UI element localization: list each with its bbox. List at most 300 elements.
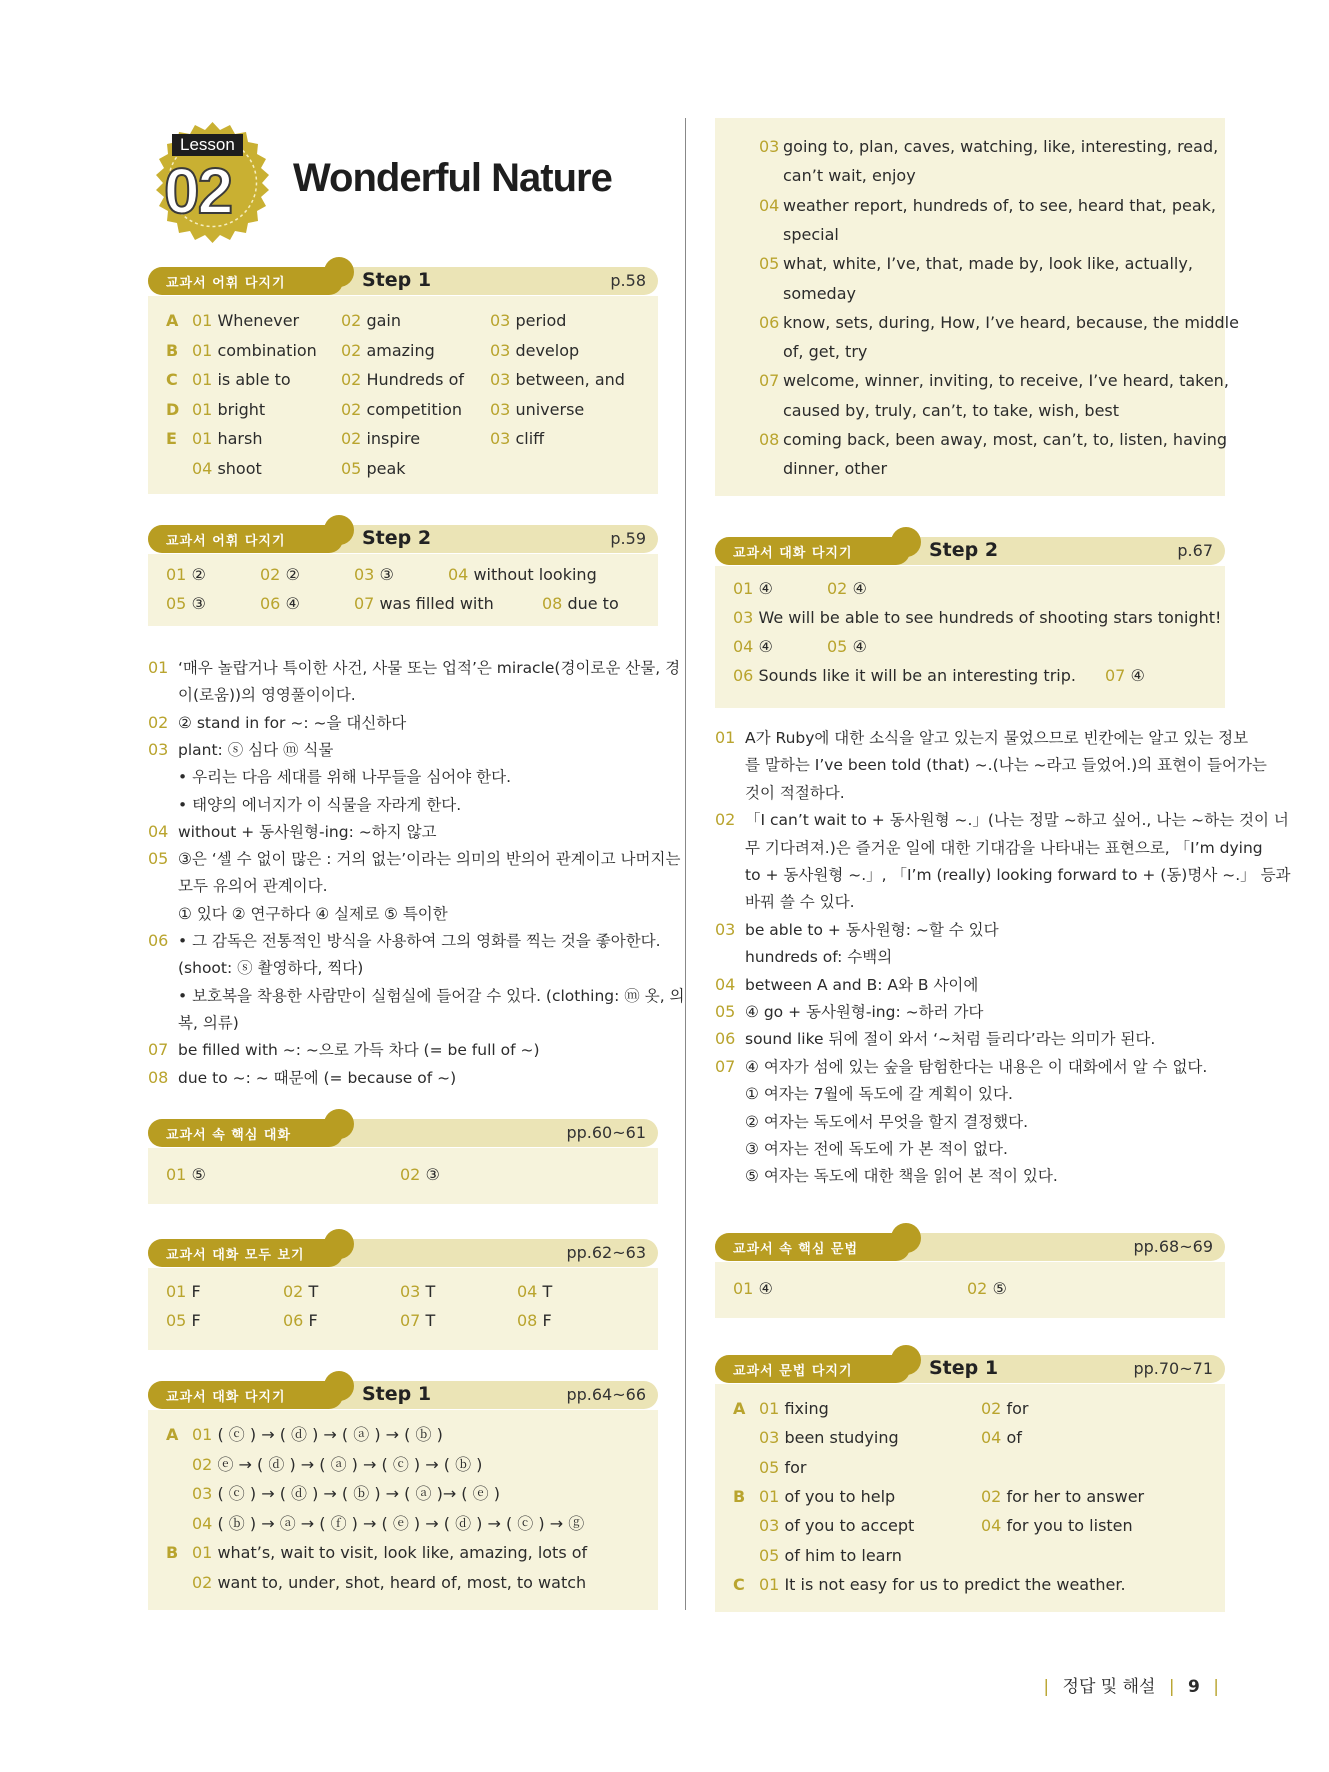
answer-item	[260, 564, 300, 586]
explanation-line: ① 여자는 7월에 독도에 갈 계획이 있다.	[745, 1085, 1013, 1104]
answer-item	[192, 310, 299, 332]
all-dialog-header	[148, 1236, 658, 1270]
answer-item	[192, 340, 317, 362]
page-ref: p.59	[610, 529, 646, 548]
explanation-line: 무 기다려져.)은 즐거운 일에 대한 기대감을 나타내는 표현으로, 「I’m dying	[745, 838, 1263, 857]
item-number: 04	[192, 458, 213, 478]
item-answer: universe	[515, 399, 585, 419]
item-number: 07	[400, 1311, 421, 1330]
item-answer: of you to help	[784, 1486, 896, 1506]
item-answer: for	[784, 1457, 807, 1477]
explanation-line: • 우리는 다음 세대를 위해 나무들을 심어야 한다.	[178, 768, 512, 787]
item-number: 01	[166, 565, 187, 584]
page-ref: pp.60~61	[566, 1123, 646, 1142]
item-number: 05	[759, 1545, 780, 1565]
item-number: 03	[354, 565, 375, 584]
item-answer: fixing	[784, 1399, 829, 1418]
item-number: 01	[759, 1574, 780, 1594]
explanation-number: 01	[715, 728, 736, 747]
answer-item	[283, 1310, 318, 1332]
section-badge: 교과서 대화 모두 보기	[166, 1248, 305, 1263]
answer-line	[192, 1424, 443, 1446]
item-number: 07	[1105, 666, 1126, 685]
item-answer: of you to accept	[784, 1516, 915, 1536]
section-badge: 교과서 어휘 다지기	[166, 276, 286, 291]
item-number: 02	[981, 1486, 1002, 1506]
section-badge: 교과서 대화 다지기	[166, 1390, 286, 1405]
explanation-line: be filled with ~: ~으로 가득 차다 (= be full of ~)	[178, 1041, 540, 1060]
answer-item	[981, 1427, 1022, 1449]
step-label: Step 1	[362, 269, 432, 291]
answer-item	[759, 1574, 1126, 1596]
item-number: 04	[733, 637, 754, 656]
lesson-title: Wonderful Nature	[293, 156, 612, 200]
answer-item	[759, 1486, 895, 1508]
item-number: 01	[759, 1486, 780, 1506]
explanation-line: 바꿔 쓸 수 있다.	[745, 893, 855, 912]
item-answer: F	[191, 1282, 201, 1301]
answer-item	[192, 428, 262, 450]
item-answer: ( ⓑ ) → ⓐ → ( ⓕ ) → ( ⓔ ) → ( ⓓ ) → ( ⓒ ) → ⓖ	[217, 1513, 585, 1533]
answer-line: of, get, try	[783, 342, 868, 362]
item-number: 02	[192, 1572, 213, 1592]
answer-item	[341, 369, 464, 391]
answer-item	[354, 564, 394, 586]
explanation-number: 08	[148, 1067, 169, 1087]
item-number: 06	[260, 594, 281, 613]
item-answer: for you to listen	[1006, 1516, 1133, 1536]
answer-line: special	[783, 224, 839, 244]
answer-item	[341, 310, 401, 332]
item-answer: of	[1006, 1428, 1022, 1448]
item-number: 03	[490, 429, 511, 448]
item-answer: ④	[285, 594, 300, 613]
answer-item	[542, 593, 619, 615]
page-number: 9	[1188, 1677, 1200, 1697]
item-answer: We will be able to see hundreds of shooting stars tonight!	[758, 608, 1222, 627]
item-answer: ④	[758, 579, 773, 598]
explanation-line: ② stand in for ~: ~을 대신하다	[178, 713, 407, 732]
answer-item	[448, 564, 597, 586]
item-number: 02	[341, 429, 362, 448]
page-ref: p.58	[610, 271, 646, 290]
item-number: 06	[283, 1311, 304, 1330]
item-number: 02	[967, 1279, 988, 1298]
dialog-step1-continued-box	[715, 118, 1239, 496]
answer-item	[354, 593, 494, 615]
item-answer: bright	[217, 399, 266, 419]
page-ref: pp.70~71	[1133, 1359, 1213, 1378]
page-ref: pp.68~69	[1133, 1237, 1213, 1256]
item-number: 04	[981, 1428, 1002, 1448]
explanation-number: 04	[715, 974, 736, 994]
core-grammar-box	[715, 1262, 1225, 1318]
explanation-number: 03	[715, 919, 736, 939]
item-answer: ②	[191, 565, 206, 584]
answer-item	[517, 1310, 552, 1332]
section-letter: B	[733, 1486, 746, 1506]
item-answer: ④	[852, 637, 867, 656]
item-number: 02	[283, 1282, 304, 1301]
all-dialog-box	[148, 1268, 658, 1350]
answer-item	[759, 1457, 806, 1479]
dialog-step2-box	[715, 566, 1225, 708]
item-number: 03	[490, 399, 511, 419]
item-answer: T	[308, 1282, 319, 1301]
answer-item	[166, 1164, 206, 1186]
section-letter: E	[166, 429, 177, 448]
item-number: 01	[733, 579, 754, 598]
item-number: 01	[192, 1543, 213, 1562]
explanation-number: 07	[148, 1040, 169, 1060]
explanation-line: 를 말하는 I’ve been told (that) ~.(나는 ~라고 들었어.)의 표현이 들어가는	[745, 756, 1267, 775]
item-answer: combination	[217, 340, 317, 360]
answer-item	[166, 564, 206, 586]
explanation-line: ③ 여자는 전에 독도에 가 본 적이 없다.	[745, 1140, 1008, 1158]
answer-item	[733, 636, 773, 658]
item-answer: ( ⓒ ) → ( ⓓ ) → ( ⓐ ) → ( ⓑ )	[217, 1425, 443, 1444]
explanation-line: ⑤ 여자는 독도에 대한 책을 읽어 본 적이 있다.	[745, 1167, 1058, 1186]
item-number: 03	[192, 1484, 213, 1503]
item-answer: It is not easy for us to predict the weather.	[784, 1574, 1126, 1594]
core-dialog-box	[148, 1148, 658, 1204]
page-ref: p.67	[1177, 541, 1213, 560]
answer-item	[490, 428, 544, 450]
item-number: 05	[166, 594, 187, 613]
item-answer: ( ⓒ ) → ( ⓓ ) → ( ⓑ ) → ( ⓐ )→ ( ⓔ )	[217, 1484, 500, 1503]
vocab-step2-header	[148, 522, 658, 556]
answer-item	[166, 1281, 201, 1303]
step-label: Step 2	[929, 539, 999, 561]
dialog-step1-header	[148, 1378, 658, 1412]
answer-item	[341, 399, 462, 421]
item-number: 02	[341, 399, 362, 419]
answer-item	[759, 1398, 829, 1420]
answer-item	[166, 1310, 201, 1332]
grammar-step1-header	[715, 1352, 1225, 1386]
section-letter: A	[166, 311, 179, 330]
item-answer: due to	[567, 594, 619, 613]
item-answer: ④	[852, 579, 867, 598]
explanation-line: • 태양의 에너지가 이 식물을 자라게 한다.	[178, 795, 462, 814]
item-answer: Whenever	[217, 311, 300, 330]
answer-item	[490, 310, 566, 332]
item-answer: is able to	[217, 370, 291, 389]
item-number: 07	[354, 594, 375, 613]
section-badge: 교과서 속 핵심 문법	[733, 1242, 859, 1257]
item-number: 07	[759, 371, 780, 391]
answer-item	[341, 428, 420, 450]
item-answer: what’s, wait to visit, look like, amazing, lots of	[217, 1543, 588, 1562]
item-number: 05	[759, 254, 780, 274]
explanation-number: 01	[148, 658, 169, 677]
step-label: Step 2	[362, 527, 432, 549]
section-badge: 교과서 어휘 다지기	[166, 534, 286, 549]
item-answer: amazing	[366, 340, 435, 360]
answer-item	[517, 1281, 552, 1303]
item-answer: want to, under, shot, heard of, most, to watch	[217, 1572, 587, 1592]
item-answer: ③	[191, 594, 206, 613]
explanation-line: • 그 감독은 전통적인 방식을 사용하여 그의 영화를 찍는 것을 좋아한다.	[178, 932, 661, 950]
item-number: 04	[448, 565, 469, 584]
item-number: 05	[166, 1311, 187, 1330]
step-label: Step 1	[929, 1357, 999, 1379]
item-number: 03	[490, 311, 511, 330]
answer-line: dinner, other	[783, 459, 888, 479]
explanation-line: ② 여자는 독도에서 무엇을 할지 결정했다.	[745, 1112, 1029, 1131]
item-number: 04	[192, 1513, 213, 1533]
lesson-label: Lesson	[172, 134, 243, 156]
item-answer: inspire	[366, 429, 421, 448]
item-number: 03	[759, 1428, 780, 1448]
item-answer: between, and	[515, 370, 625, 389]
item-answer: develop	[515, 340, 580, 360]
item-number: 04	[981, 1516, 1002, 1536]
answer-item	[733, 1278, 773, 1300]
section-badge: 교과서 문법 다지기	[733, 1364, 853, 1379]
answer-item	[733, 607, 1221, 629]
answer-line: caused by, truly, can’t, to take, wish, best	[783, 400, 1120, 420]
vocab-explanations	[148, 657, 685, 1097]
explanation-line: 이(로움))의 영영풀이이다.	[178, 686, 356, 705]
answer-item	[341, 458, 406, 480]
answer-item	[192, 458, 262, 480]
answer-item	[733, 665, 1076, 687]
item-answer: ②	[285, 565, 300, 584]
item-number: 01	[166, 1282, 187, 1301]
item-number: 05	[341, 458, 362, 478]
answer-item	[166, 593, 206, 615]
section-letter: A	[733, 1399, 746, 1418]
item-answer: for her to answer	[1006, 1486, 1145, 1506]
item-number: 08	[542, 594, 563, 613]
explanation-line: without + 동사원형-ing: ~하지 않고	[178, 822, 437, 841]
item-number: 03	[733, 608, 754, 627]
explanation-number: 02	[148, 712, 169, 732]
explanation-line: 「I can’t wait to + 동사원형 ~.」(나는 정말 ~하고 싶어., 나는 ~하는 것이 너	[745, 811, 1289, 830]
item-answer: F	[542, 1311, 552, 1330]
answer-item	[759, 1545, 902, 1567]
answer-line: can’t wait, enjoy	[783, 166, 916, 186]
vocab-step1-header	[148, 264, 658, 298]
explanation-line: between A and B: A와 B 사이에	[745, 975, 979, 994]
answer-item	[759, 1515, 914, 1537]
dialog-step1-box	[148, 1410, 658, 1610]
item-number: 01	[192, 429, 213, 448]
lesson-number: 02	[164, 155, 232, 227]
explanation-line: ‘매우 놀랍거나 특이한 사건, 사물 또는 업적’은 miracle(경이로운 산물, 경	[178, 659, 681, 677]
item-number: 01	[192, 399, 213, 419]
item-number: 01	[192, 311, 213, 330]
explanation-number: 07	[715, 1056, 736, 1076]
vocab-step2-box	[148, 554, 658, 626]
answer-line	[192, 1542, 587, 1564]
item-number: 03	[400, 1282, 421, 1301]
item-number: 03	[759, 137, 780, 156]
item-number: 08	[517, 1311, 538, 1330]
answer-line: what, white, I’ve, that, made by, look like, actually,	[783, 254, 1193, 274]
item-answer: F	[308, 1311, 318, 1330]
explanation-line: (shoot: ⓢ 촬영하다, 찍다)	[178, 959, 364, 978]
section-letter: B	[166, 1543, 179, 1562]
item-answer: of him to learn	[784, 1545, 902, 1565]
section-letter: A	[166, 1425, 179, 1444]
explanation-line: 모두 유의어 관계이다.	[178, 877, 328, 896]
answer-item	[490, 369, 625, 391]
explanation-number: 02	[715, 810, 736, 830]
explanation-line: A가 Ruby에 대한 소식을 알고 있는지 물었으므로 빈칸에는 알고 있는 정보	[745, 729, 1249, 747]
item-answer: T	[542, 1282, 553, 1301]
item-answer: cliff	[515, 429, 545, 448]
item-number: 06	[733, 666, 754, 685]
footer-label: 정답 및 해설	[1062, 1677, 1156, 1697]
explanation-line: 복, 의류)	[178, 1013, 239, 1032]
answer-item	[1105, 665, 1145, 687]
answer-item	[827, 636, 867, 658]
item-number: 01	[192, 370, 213, 389]
item-answer: ⓔ → ( ⓓ ) → ( ⓐ ) → ( ⓒ ) → ( ⓑ )	[217, 1454, 483, 1474]
item-number: 02	[341, 311, 362, 330]
answer-item	[400, 1310, 435, 1332]
section-letter: B	[166, 340, 179, 360]
explanation-line: ④ go + 동사원형-ing: ~하러 가다	[745, 1003, 984, 1021]
answer-line	[192, 1513, 584, 1535]
item-number: 05	[759, 1457, 780, 1477]
answer-line: welcome, winner, inviting, to receive, I’ve heard, taken,	[783, 371, 1229, 391]
item-answer: ③	[425, 1165, 440, 1184]
section-letter: C	[166, 370, 178, 389]
item-answer: Hundreds of	[366, 370, 464, 389]
item-number: 03	[490, 340, 511, 360]
answer-item	[981, 1515, 1133, 1537]
item-number: 01	[192, 340, 213, 360]
item-number: 01	[166, 1165, 187, 1184]
section-badge: 교과서 대화 다지기	[733, 546, 853, 561]
answer-item	[400, 1164, 440, 1186]
explanation-line: ④ 여자가 섬에 있는 숲을 탐험한다는 내용은 이 대화에서 알 수 없다.	[745, 1057, 1208, 1076]
item-answer: F	[191, 1311, 201, 1330]
item-answer: ④	[758, 1279, 773, 1298]
item-number: 02	[260, 565, 281, 584]
explanation-number: 05	[715, 1002, 736, 1021]
item-answer: ③	[379, 565, 394, 584]
item-number: 02	[341, 340, 362, 360]
explanation-number: 06	[148, 931, 169, 950]
item-answer: ④	[1130, 666, 1145, 685]
item-answer: ⑤	[992, 1279, 1007, 1298]
item-answer: ④	[758, 637, 773, 656]
explanation-line: be able to + 동사원형: ~할 수 있다	[745, 920, 999, 939]
page-ref: pp.62~63	[566, 1243, 646, 1262]
explanation-number: 06	[715, 1029, 736, 1049]
item-number: 03	[759, 1516, 780, 1536]
item-number: 02	[192, 1454, 213, 1474]
answer-item	[967, 1278, 1007, 1300]
answer-line	[192, 1572, 586, 1594]
explanation-number: 04	[148, 821, 169, 841]
answer-line: going to, plan, caves, watching, like, interesting, read,	[783, 137, 1219, 156]
answer-item	[192, 399, 265, 421]
section-letter: D	[166, 399, 180, 419]
item-answer: T	[425, 1282, 436, 1301]
page-ref: pp.64~66	[566, 1385, 646, 1404]
answer-line: coming back, been away, most, can’t, to, listen, having	[783, 430, 1228, 449]
explanation-number: 03	[148, 739, 169, 759]
item-answer: competition	[366, 399, 462, 419]
core-grammar-header	[715, 1230, 1225, 1264]
dialog-step2-header	[715, 534, 1225, 568]
item-answer: ⑤	[191, 1165, 206, 1184]
answer-item	[192, 369, 291, 391]
answer-item	[981, 1398, 1028, 1420]
item-answer: T	[425, 1311, 436, 1330]
core-dialog-header	[148, 1116, 658, 1150]
item-number: 08	[759, 430, 780, 449]
answer-line	[192, 1454, 482, 1476]
explanation-number: 05	[148, 849, 169, 869]
answer-line: someday	[783, 283, 856, 303]
item-answer: harsh	[217, 429, 263, 448]
item-answer: period	[515, 311, 567, 330]
item-number: 01	[733, 1279, 754, 1298]
explanation-line: due to ~: ~ 때문에 (= because of ~)	[178, 1068, 457, 1087]
explanation-line: to + 동사원형 ~.」, 「I’m (really) looking forward to + (동)명사 ~.」 등과	[745, 866, 1291, 884]
footer: | 정답 및 해설 | 9 |	[1043, 1677, 1219, 1697]
answer-line	[192, 1483, 500, 1505]
section-letter: C	[733, 1574, 745, 1594]
answer-item	[490, 340, 579, 362]
explanation-line: hundreds of: 수백의	[745, 948, 893, 967]
answer-item	[827, 578, 867, 600]
answer-item	[283, 1281, 318, 1303]
item-answer: shoot	[217, 458, 262, 478]
answer-item	[981, 1486, 1144, 1508]
answer-item	[400, 1281, 435, 1303]
item-number: 06	[759, 312, 780, 332]
explanation-line: • 보호복을 착용한 사람만이 실험실에 들어갈 수 있다. (clothing: ⓜ 옷, 의	[178, 986, 685, 1005]
item-answer: peak	[366, 458, 406, 478]
item-answer: been studying	[784, 1428, 899, 1448]
item-number: 04	[517, 1282, 538, 1301]
item-number: 02	[981, 1399, 1002, 1418]
lesson-badge	[150, 120, 275, 245]
explanation-line: ① 있다 ② 연구하다 ④ 실제로 ⑤ 특이한	[178, 904, 448, 923]
item-number: 02	[827, 579, 848, 598]
item-number: 01	[192, 1425, 213, 1444]
section-badge: 교과서 속 핵심 대화	[166, 1128, 292, 1143]
answer-item	[260, 593, 300, 615]
item-answer: without looking	[473, 565, 597, 584]
item-answer: gain	[366, 311, 401, 330]
item-number: 02	[400, 1165, 421, 1184]
item-answer: was filled with	[379, 594, 494, 613]
item-number: 03	[490, 370, 511, 389]
answer-item	[733, 578, 773, 600]
item-number: 05	[827, 637, 848, 656]
item-answer: for	[1006, 1399, 1029, 1418]
vocab-step1-box	[148, 296, 658, 494]
dialog-explanations	[715, 727, 1291, 1195]
answer-item	[490, 399, 584, 421]
explanation-line: sound like 뒤에 절이 와서 ‘~처럼 들리다’라는 의미가 된다.	[745, 1030, 1156, 1049]
column-divider	[685, 118, 686, 1610]
answer-line: know, sets, during, How, I’ve heard, because, the middle	[783, 312, 1239, 332]
step-label: Step 1	[362, 1383, 432, 1405]
item-number: 02	[341, 370, 362, 389]
item-answer: Sounds like it will be an interesting trip.	[758, 666, 1076, 685]
explanation-line: plant: ⓢ 심다 ⓜ 식물	[178, 740, 334, 759]
grammar-step1-box	[715, 1384, 1225, 1612]
